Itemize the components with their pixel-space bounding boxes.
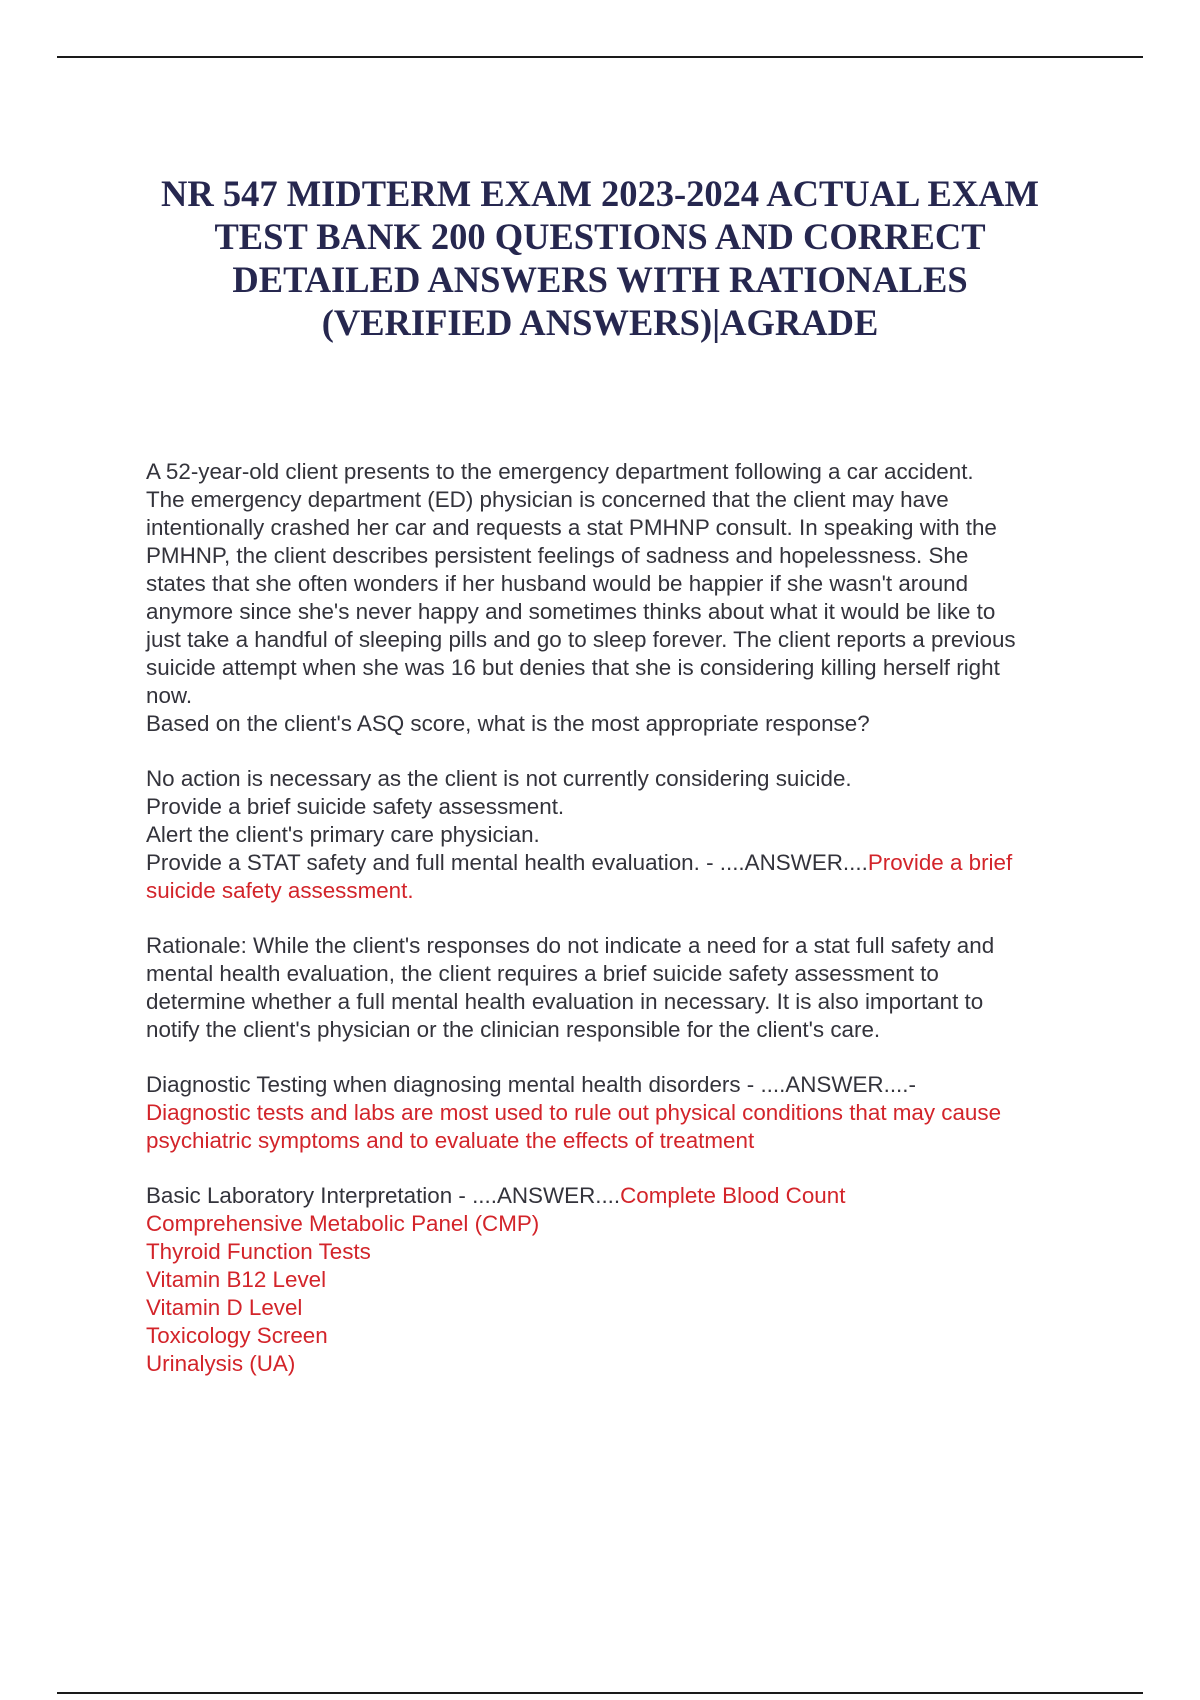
correct-answer-continued: suicide safety assessment. — [146, 878, 414, 903]
answer-option-with-answer — [146, 849, 1106, 877]
answer-item: Comprehensive Metabolic Panel (CMP) — [146, 1211, 540, 1236]
stem-line: states that she often wonders if her husband would be happier if she wasn't around — [146, 571, 969, 596]
stem-line: A 52-year-old client presents to the emergency department following a car accident. — [146, 459, 974, 484]
question-prompt: Diagnostic Testing when diagnosing mental health disorders - ....ANSWER....- — [146, 1072, 916, 1097]
rationale-line: notify the client's physician or the clinician responsible for the client's care. — [146, 1017, 881, 1042]
answer-item: Urinalysis (UA) — [146, 1351, 296, 1376]
question-2 — [146, 1071, 1106, 1155]
title-line: TEST BANK 200 QUESTIONS AND CORRECT — [214, 216, 986, 257]
answer-item: Complete Blood Count — [620, 1183, 846, 1208]
answer-line: psychiatric symptoms and to evaluate the effects of treatment — [146, 1128, 755, 1153]
stem-line: now. — [146, 683, 193, 708]
question-prompt: Basic Laboratory Interpretation - ....ANSWER.... — [146, 1183, 621, 1208]
title-line: NR 547 MIDTERM EXAM 2023-2024 ACTUAL EXAM — [160, 173, 1039, 214]
stem-line: suicide attempt when she was 16 but denies that she is considering killing herself right — [146, 655, 1000, 680]
top-divider — [57, 56, 1143, 58]
stem-line: anymore since she's never happy and sometimes thinks about what it would be like to — [146, 599, 996, 624]
document-title — [120, 172, 1080, 344]
rationale-line: mental health evaluation, the client requires a brief suicide safety assessment to — [146, 961, 939, 986]
rationale-line: Rationale: While the client's responses do not indicate a need for a stat full safety and — [146, 933, 995, 958]
question-1 — [146, 458, 1106, 1044]
title-line: DETAILED ANSWERS WITH RATIONALES — [232, 259, 968, 300]
correct-answer: Provide a brief — [867, 850, 1013, 875]
question-3 — [146, 1182, 1106, 1378]
answer-option: Provide a brief suicide safety assessment. — [146, 794, 565, 819]
stem-line: Based on the client's ASQ score, what is the most appropriate response? — [146, 711, 870, 736]
bottom-divider — [57, 1692, 1143, 1694]
answer-item: Thyroid Function Tests — [146, 1239, 371, 1264]
option-text: Provide a STAT safety and full mental health evaluation. - ....ANSWER.... — [146, 850, 868, 875]
rationale-line: determine whether a full mental health evaluation in necessary. It is also important to — [146, 989, 984, 1014]
stem-line: PMHNP, the client describes persistent feelings of sadness and hopelessness. She — [146, 543, 969, 568]
answer-line: Diagnostic tests and labs are most used to rule out physical conditions that may cause — [146, 1100, 1002, 1125]
title-line: (VERIFIED ANSWERS)|AGRADE — [321, 302, 879, 343]
rationale — [146, 932, 1106, 1044]
stem-line: intentionally crashed her car and requests a stat PMHNP consult. In speaking with the — [146, 515, 997, 540]
answer-item: Vitamin D Level — [146, 1295, 303, 1320]
answer-item: Toxicology Screen — [146, 1323, 328, 1348]
answer-option: Alert the client's primary care physician. — [146, 822, 540, 847]
stem-line: just take a handful of sleeping pills and go to sleep forever. The client reports a previous — [146, 627, 1016, 652]
answer-options — [146, 765, 1106, 905]
question-stem — [146, 458, 1106, 738]
answer-item: Vitamin B12 Level — [146, 1267, 327, 1292]
question-prompt-with-answer — [146, 1182, 1106, 1210]
document-body — [146, 458, 1106, 1378]
answer-option: No action is necessary as the client is not currently considering suicide. — [146, 766, 852, 791]
stem-line: The emergency department (ED) physician is concerned that the client may have — [146, 487, 949, 512]
